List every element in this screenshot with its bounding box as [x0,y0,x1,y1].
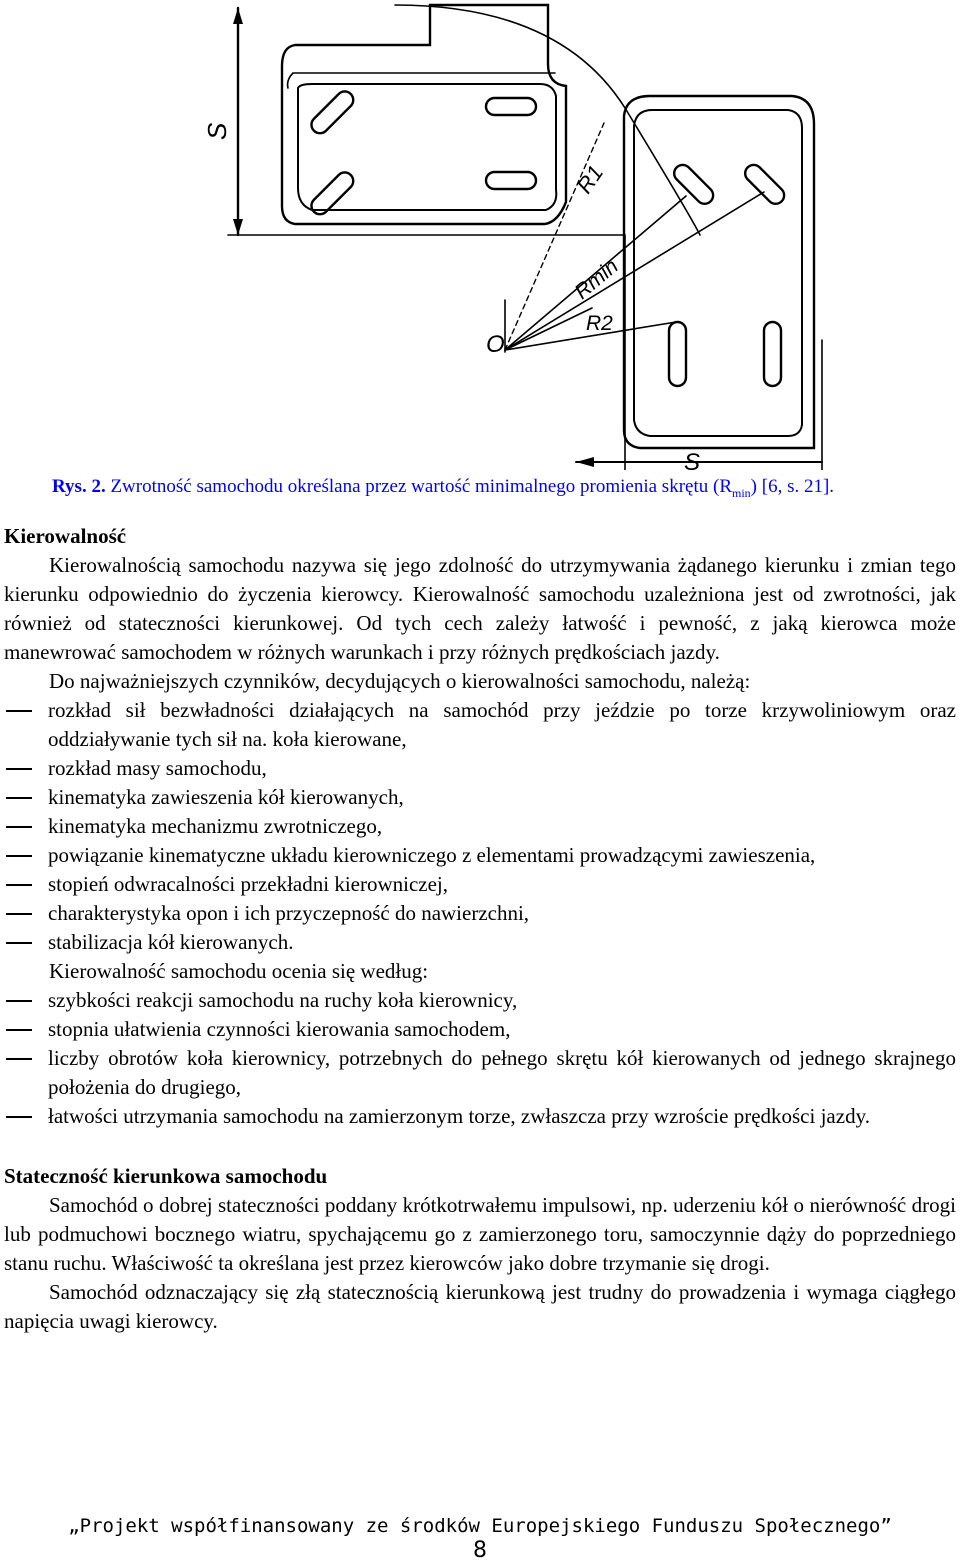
list-item: liczby obrotów koła kierownicy, potrzebnych do pełnego skrętu kół kierowanych od jednego skrajnego położenia do drugiego, [4,1044,956,1102]
criteria-list [4,986,956,1131]
paragraph-stability-2: Samochód odznaczający się złą statecznością kierunkową jest trudny do prowadzenia i wymaga ciągłego napięcia uwagi kierowcy. [4,1280,956,1333]
label-rmin: Rmin [570,254,623,304]
caption-subscript: min [732,485,751,500]
label-origin: O [486,331,505,358]
car-bottom-vertical [624,96,814,448]
caption-text: Zwrotność samochodu określana przez wartość minimalnego promienia skrętu (R [105,476,732,497]
turning-radius-diagram [0,0,960,470]
section-heading-statecznosc: Stateczność kierunkowa samochodu [4,1164,328,1188]
paragraph-factors-intro: Do najważniejszych czynników, decydujących o kierowalności samochodu, należą: [49,669,751,693]
list-item: rozkład masy samochodu, [4,754,956,783]
list-item: rozkład sił bezwładności działających na samochód przy jeździe po torze krzywoliniowym oraz oddziaływanie tych sił na. koła kierowane, [4,696,956,754]
caption-suffix: ) [6, s. 21]. [750,476,835,497]
list-item: kinematyka zawieszenia kół kierowanych, [4,783,956,812]
paragraph-criteria-intro: Kierowalność samochodu ocenia się według: [49,959,429,983]
list-item: powiązanie kinematyczne układu kierowniczego z elementami prowadzącymi zawieszenia, [4,841,956,870]
document-body [4,522,956,1336]
label-s-vertical: S [202,122,232,140]
list-item: kinematyka mechanizmu zwrotniczego, [4,812,956,841]
paragraph-intro: Kierowalnością samochodu nazywa się jego zdolność do utrzymywania żądanego kierunku i zmian tego kierunku odpowiednio do życzenia kierowcy. Kierowalność samochodu uzależniona jest od zwrotności, jak również od stateczności kierunkowej. Od tych cech zależy łatwość i pewność, z jaką kierowca może manewrować samochodem w różnych warunkach i przy różnych prędkościach jazdy. [4,553,956,664]
list-item: szybkości reakcji samochodu na ruchy koła kierownicy, [4,986,956,1015]
label-s-horizontal: S [684,449,701,470]
label-r1: R1 [571,160,609,198]
footer-project-note: „Projekt współfinansowany ze środków Europejskiego Funduszu Społecznego” [68,1515,892,1537]
paragraph-stability-1: Samochód o dobrej stateczności poddany krótkotrwałemu impulsowi, np. uderzeniu kół o nierówność drogi lub podmuchowi bocznego wiatru, spychającemu go z zamierzonego toru, samoczynnie dąży do poprzedniego stanu ruchu. Właściwość ta określana jest przez kierowców jako dobre trzymanie się drogi. [4,1193,956,1275]
list-item: stopień odwracalności przekładni kierowniczej, [4,870,956,899]
section-heading-kierowalnosc: Kierowalność [4,524,127,548]
page-number: 8 [473,1538,487,1563]
car-top-horizontal [282,5,566,224]
list-item: łatwości utrzymania samochodu na zamierzonym torze, zwłaszcza przy wzroście prędkości jazdy. [4,1102,956,1131]
figure-caption [52,476,834,501]
list-item: stopnia ułatwienia czynności kierowania samochodem, [4,1015,956,1044]
label-r2: R2 [586,312,613,335]
factors-list [4,696,956,957]
list-item: charakterystyka opon i ich przyczepność do nawierzchni, [4,899,956,928]
list-item: stabilizacja kół kierowanych. [4,928,956,957]
section-gap [4,1131,956,1162]
caption-label: Rys. 2. [52,476,106,497]
